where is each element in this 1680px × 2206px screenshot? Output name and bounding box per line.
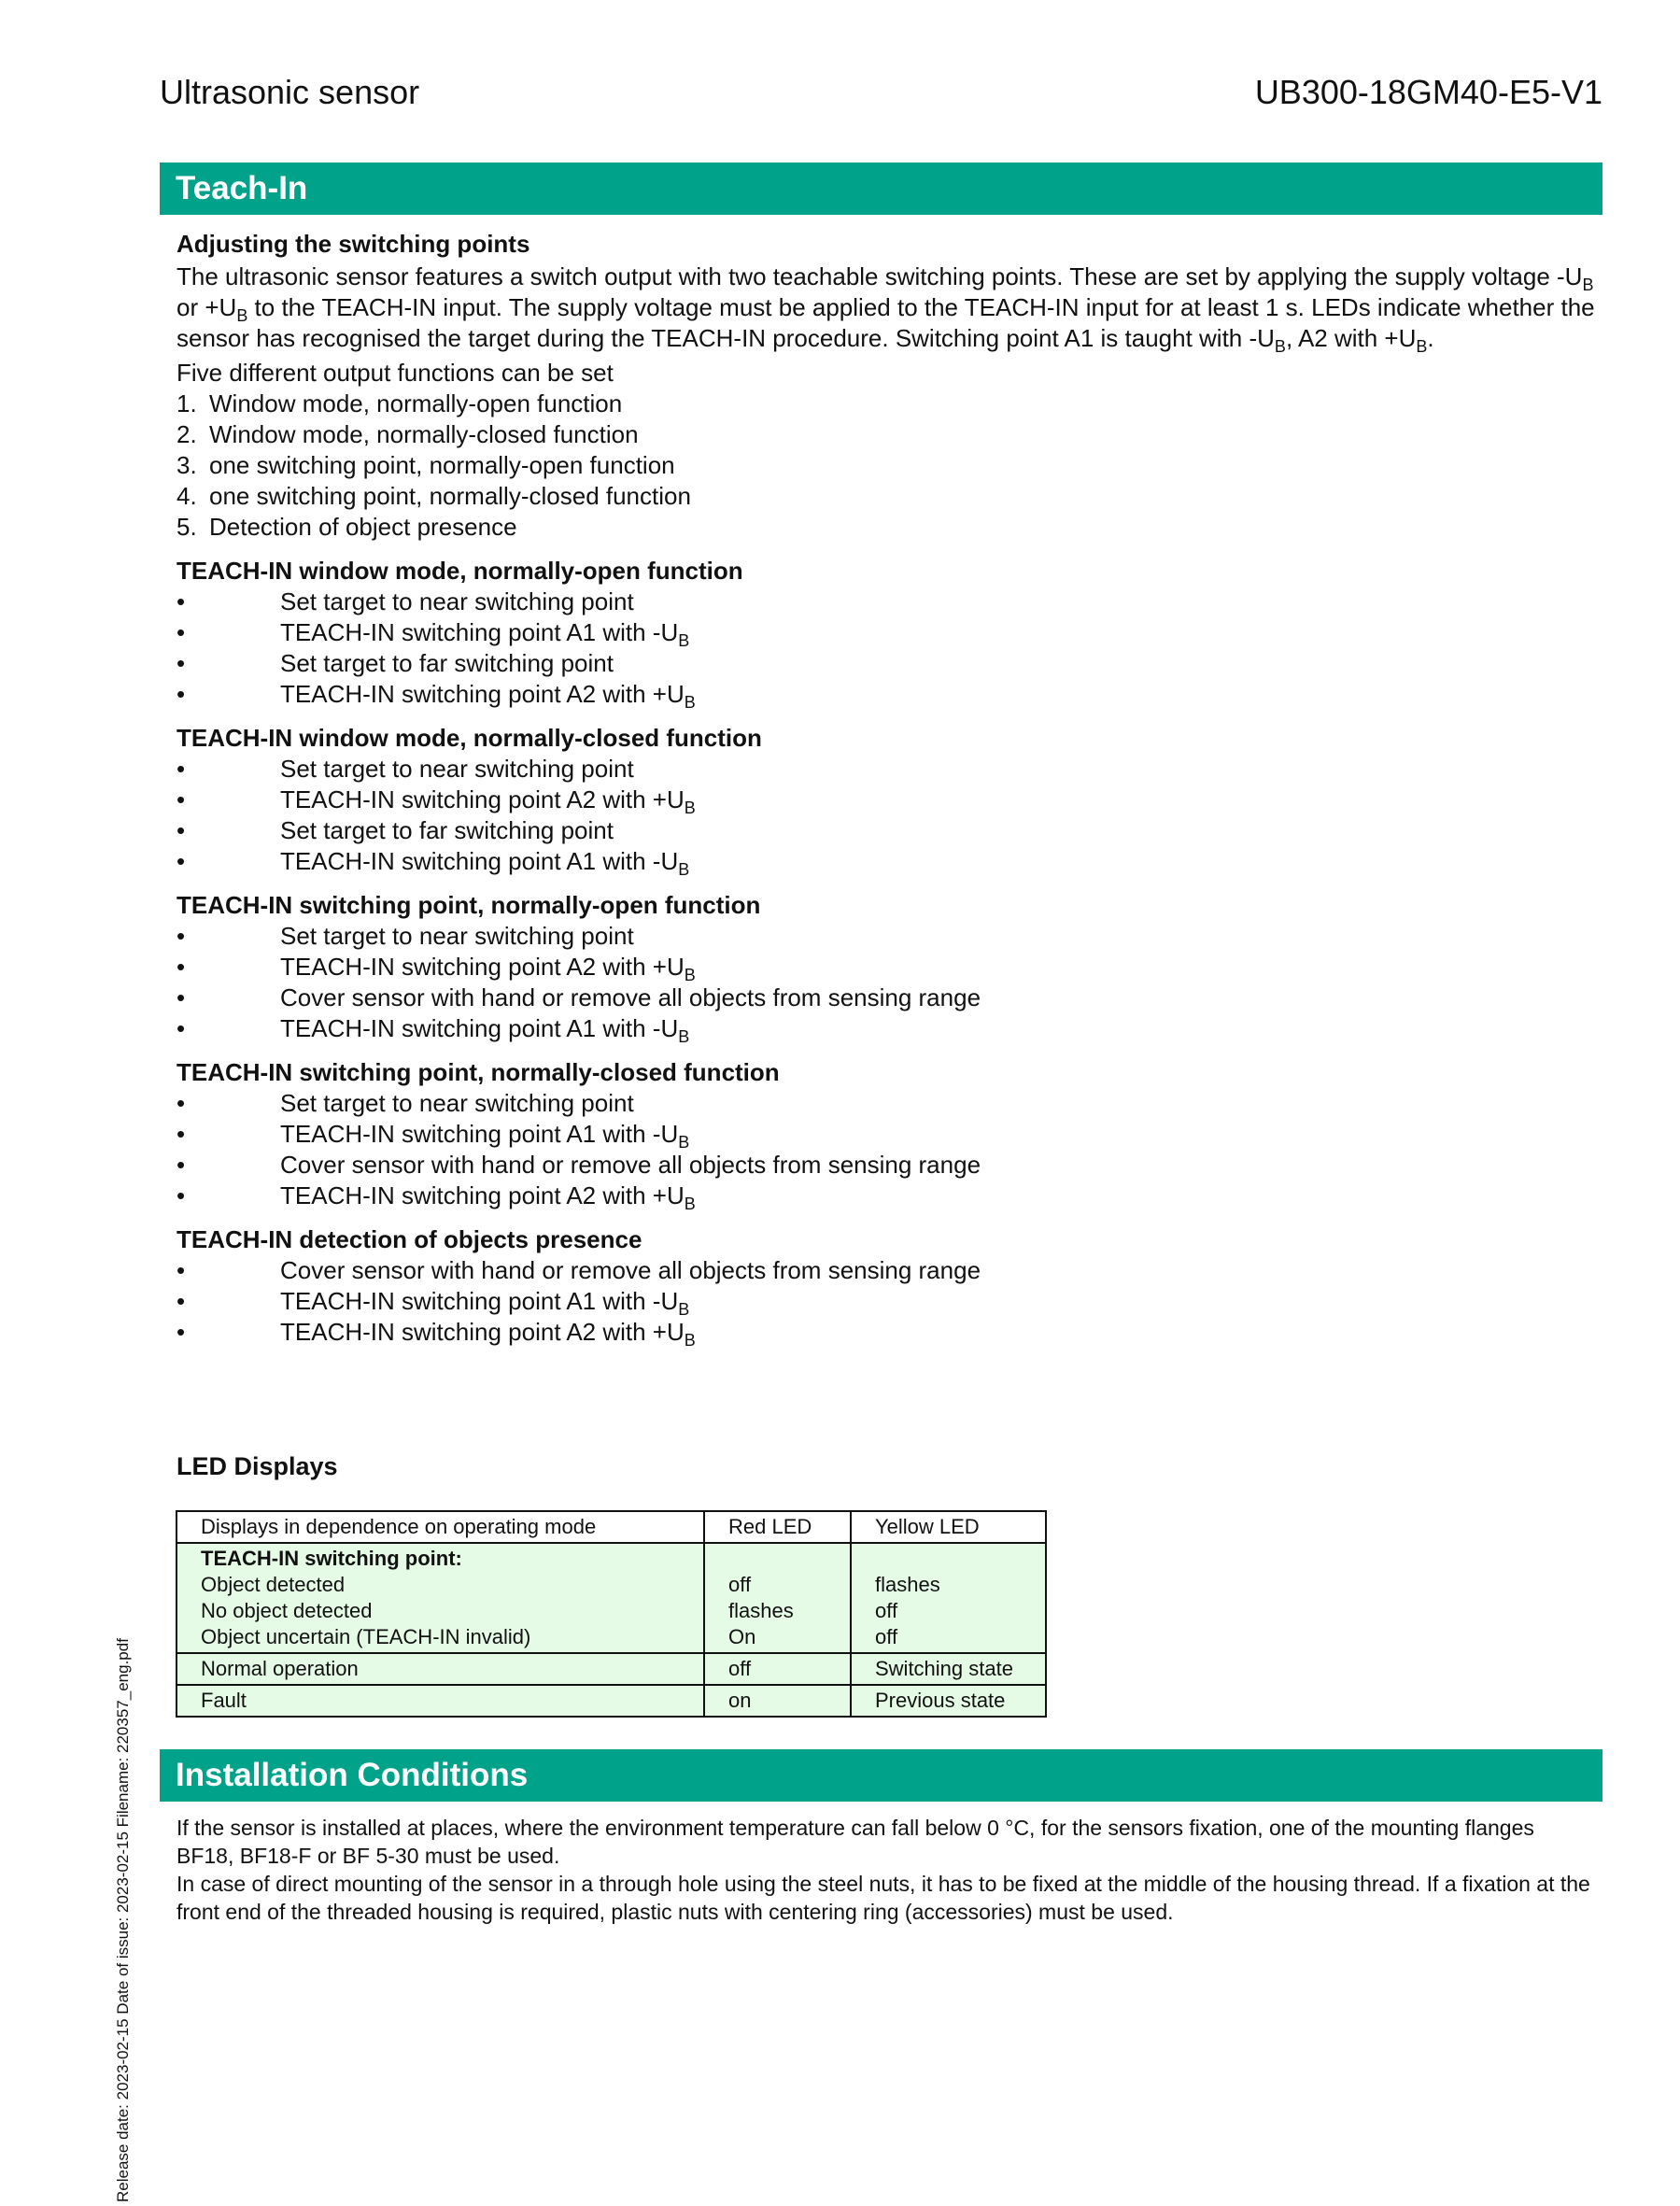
intro-text-1: The ultrasonic sensor features a switch output with two teachable switching points. These are set by applying the supply voltage -U — [176, 262, 1583, 290]
intro-paragraph — [176, 262, 1596, 354]
bullet-icon: • — [176, 1014, 186, 1042]
installation-paragraph: If the sensor is installed at places, where the environment temperature can fall below 0 °C, for the sensors fixation, one of the mounting flanges BF18, BF18-F or BF 5-30 must be used. — [176, 1816, 1534, 1868]
procedure-step — [176, 587, 1596, 617]
bullet-icon: • — [176, 1287, 186, 1315]
led-teach-mode-cell — [176, 1543, 704, 1653]
procedure-step — [176, 846, 1596, 877]
procedure-heading: TEACH-IN switching point, normally-open function — [176, 891, 761, 919]
intro-sub-3: B — [1274, 337, 1286, 356]
bullet-icon: • — [176, 1181, 186, 1209]
procedure-step — [176, 1255, 1596, 1286]
procedure-step-text: TEACH-IN switching point A1 with -U — [280, 1120, 679, 1148]
intro-text-2: or +U — [176, 293, 237, 321]
procedure-step — [176, 1013, 1596, 1044]
function-number: 1. — [176, 389, 197, 417]
bullet-icon: • — [176, 1256, 186, 1284]
led-teach-red-cell — [704, 1543, 851, 1653]
led-table — [176, 1510, 1047, 1718]
procedure-step — [176, 1317, 1596, 1348]
procedure-steps — [176, 1088, 1596, 1211]
procedure-step-subscript: B — [684, 1331, 696, 1350]
procedure-step-text: Set target to near switching point — [280, 587, 634, 615]
procedure-step — [176, 679, 1596, 710]
procedure-step-subscript: B — [684, 693, 696, 712]
function-number: 2. — [176, 420, 197, 448]
function-item — [176, 512, 1596, 543]
led-table-row — [176, 1653, 1046, 1685]
procedures-container — [176, 556, 1596, 1348]
led-red-value: On — [728, 1625, 756, 1648]
procedure-steps — [176, 754, 1596, 877]
procedure-step — [176, 617, 1596, 648]
led-mode-cell: Normal operation — [176, 1653, 704, 1685]
procedure-step — [176, 648, 1596, 679]
led-mode-cell: Fault — [176, 1685, 704, 1717]
led-header-yellow: Yellow LED — [851, 1511, 1046, 1543]
procedure-step-subscript: B — [678, 1133, 690, 1152]
procedure-step-text: Cover sensor with hand or remove all objects from sensing range — [280, 1256, 981, 1284]
intro-sub-2: B — [236, 306, 248, 325]
function-item — [176, 481, 1596, 512]
led-displays-title: LED Displays — [176, 1452, 338, 1480]
function-text: one switching point, normally-closed function — [209, 482, 691, 510]
procedure-step-text: TEACH-IN switching point A1 with -U — [280, 1014, 679, 1042]
procedure-step-subscript: B — [684, 966, 696, 984]
procedure-step — [176, 983, 1596, 1013]
led-yellow-value: flashes — [875, 1573, 940, 1596]
procedure-step — [176, 1286, 1596, 1317]
procedure-step — [176, 754, 1596, 785]
procedure-step-text: TEACH-IN switching point A2 with +U — [280, 953, 685, 981]
bullet-icon: • — [176, 1120, 186, 1148]
led-yellow-value: off — [875, 1599, 898, 1622]
intro-text-4: , A2 with +U — [1285, 324, 1417, 352]
function-text: Detection of object presence — [209, 513, 517, 541]
led-yellow-value: off — [875, 1625, 898, 1648]
procedure-step-subscript: B — [678, 1027, 690, 1046]
bullet-icon: • — [176, 983, 186, 1011]
led-red-value: flashes — [728, 1599, 794, 1622]
procedure-heading: TEACH-IN detection of objects presence — [176, 1225, 642, 1253]
function-text: one switching point, normally-open function — [209, 451, 675, 479]
installation-paragraph: In case of direct mounting of the sensor in a through hole using the steel nuts, it has to be fixed at the middle of the housing thread. If a fixation at the front end of the threaded housing is required, plastic nuts with centering ring (accessories) must be used. — [176, 1872, 1590, 1924]
bullet-icon: • — [176, 847, 186, 875]
intro-text-3: to the TEACH-IN input. The supply voltage must be applied to the TEACH-IN input for at least 1 s. LEDs indicate whether the sensor has recognised the target during the TEACH-IN procedure. Switching point A1 is taught with -U — [176, 293, 1595, 352]
procedure-step-text: Set target to far switching point — [280, 649, 614, 677]
led-table-row — [176, 1685, 1046, 1717]
function-number: 5. — [176, 513, 197, 541]
function-number: 4. — [176, 482, 197, 510]
procedure-step-text: TEACH-IN switching point A1 with -U — [280, 618, 679, 646]
led-teach-state: Object detected — [201, 1573, 346, 1596]
led-red-value: off — [728, 1573, 752, 1596]
function-item — [176, 450, 1596, 481]
procedure-step-subscript: B — [684, 799, 696, 817]
function-item — [176, 389, 1596, 419]
led-table-teach-row — [176, 1543, 1046, 1653]
function-item — [176, 419, 1596, 450]
led-yellow-cell: Previous state — [851, 1685, 1046, 1717]
function-text: Window mode, normally-open function — [209, 389, 623, 417]
teach-in-content — [176, 229, 1596, 1361]
section-band-teach-in: Teach-In — [160, 163, 1602, 215]
adjust-heading: Adjusting the switching points — [176, 230, 530, 258]
led-header-mode: Displays in dependence on operating mode — [176, 1511, 704, 1543]
bullet-icon: • — [176, 785, 186, 813]
bullet-icon: • — [176, 680, 186, 708]
procedure-heading: TEACH-IN window mode, normally-open function — [176, 557, 743, 585]
procedure-steps — [176, 1255, 1596, 1348]
led-header-red: Red LED — [704, 1511, 851, 1543]
procedure-step — [176, 1181, 1596, 1211]
led-red-cell: on — [704, 1685, 851, 1717]
function-number: 3. — [176, 451, 197, 479]
bullet-icon: • — [176, 755, 186, 783]
procedure-step-subscript: B — [678, 1300, 690, 1319]
procedure-step — [176, 785, 1596, 815]
procedure-step-text: Set target to near switching point — [280, 755, 634, 783]
functions-list — [176, 389, 1596, 543]
bullet-icon: • — [176, 922, 186, 950]
procedure-step-text: Set target to near switching point — [280, 922, 634, 950]
procedure-step — [176, 815, 1596, 846]
procedure-step — [176, 952, 1596, 983]
led-yellow-cell: Switching state — [851, 1653, 1046, 1685]
led-teach-state: No object detected — [201, 1599, 373, 1622]
procedure-step-text: Set target to near switching point — [280, 1089, 634, 1117]
procedure-step — [176, 1119, 1596, 1150]
led-teach-yellow-cell — [851, 1543, 1046, 1653]
procedure-step-text: TEACH-IN switching point A2 with +U — [280, 1181, 685, 1209]
functions-intro: Five different output functions can be set — [176, 359, 614, 387]
bullet-icon: • — [176, 953, 186, 981]
intro-text-5: . — [1427, 324, 1434, 352]
header-product-type: Ultrasonic sensor — [160, 73, 420, 111]
procedure-step-text: TEACH-IN switching point A2 with +U — [280, 785, 685, 813]
procedure-step-text: TEACH-IN switching point A1 with -U — [280, 847, 679, 875]
procedure-step-subscript: B — [684, 1195, 696, 1213]
led-teach-group-label: TEACH-IN switching point: — [201, 1547, 462, 1570]
procedure-step-text: Cover sensor with hand or remove all objects from sensing range — [280, 1151, 981, 1179]
bullet-icon: • — [176, 1318, 186, 1346]
procedure-heading: TEACH-IN window mode, normally-closed function — [176, 724, 762, 752]
bullet-icon: • — [176, 1151, 186, 1179]
procedure-step-text: Set target to far switching point — [280, 816, 614, 844]
header-model: UB300-18GM40-E5-V1 — [1254, 73, 1602, 111]
bullet-icon: • — [176, 1089, 186, 1117]
function-text: Window mode, normally-closed function — [209, 420, 639, 448]
led-teach-state: Object uncertain (TEACH-IN invalid) — [201, 1625, 531, 1648]
procedure-step-subscript: B — [678, 860, 690, 879]
procedure-step — [176, 921, 1596, 952]
release-info-sidebar: Release date: 2023-02-15 Date of issue: 2023-02-15 Filename: 220357_eng.pdf — [114, 1638, 132, 2202]
section-band-installation: Installation Conditions — [160, 1749, 1602, 1802]
bullet-icon: • — [176, 618, 186, 646]
bullet-icon: • — [176, 816, 186, 844]
procedure-heading: TEACH-IN switching point, normally-closed function — [176, 1058, 780, 1086]
led-table-header-row — [176, 1511, 1046, 1543]
installation-content — [176, 1814, 1596, 1926]
led-red-cell: off — [704, 1653, 851, 1685]
procedure-step — [176, 1088, 1596, 1119]
bullet-icon: • — [176, 587, 186, 615]
procedure-step-text: TEACH-IN switching point A2 with +U — [280, 1318, 685, 1346]
procedure-step-text: TEACH-IN switching point A1 with -U — [280, 1287, 679, 1315]
procedure-step-text: TEACH-IN switching point A2 with +U — [280, 680, 685, 708]
bullet-icon: • — [176, 649, 186, 677]
procedure-steps — [176, 921, 1596, 1044]
intro-sub-1: B — [1582, 276, 1594, 294]
intro-sub-4: B — [1416, 337, 1428, 356]
procedure-step-text: Cover sensor with hand or remove all objects from sensing range — [280, 983, 981, 1011]
procedure-steps — [176, 587, 1596, 710]
procedure-step-subscript: B — [678, 631, 690, 650]
procedure-step — [176, 1150, 1596, 1181]
